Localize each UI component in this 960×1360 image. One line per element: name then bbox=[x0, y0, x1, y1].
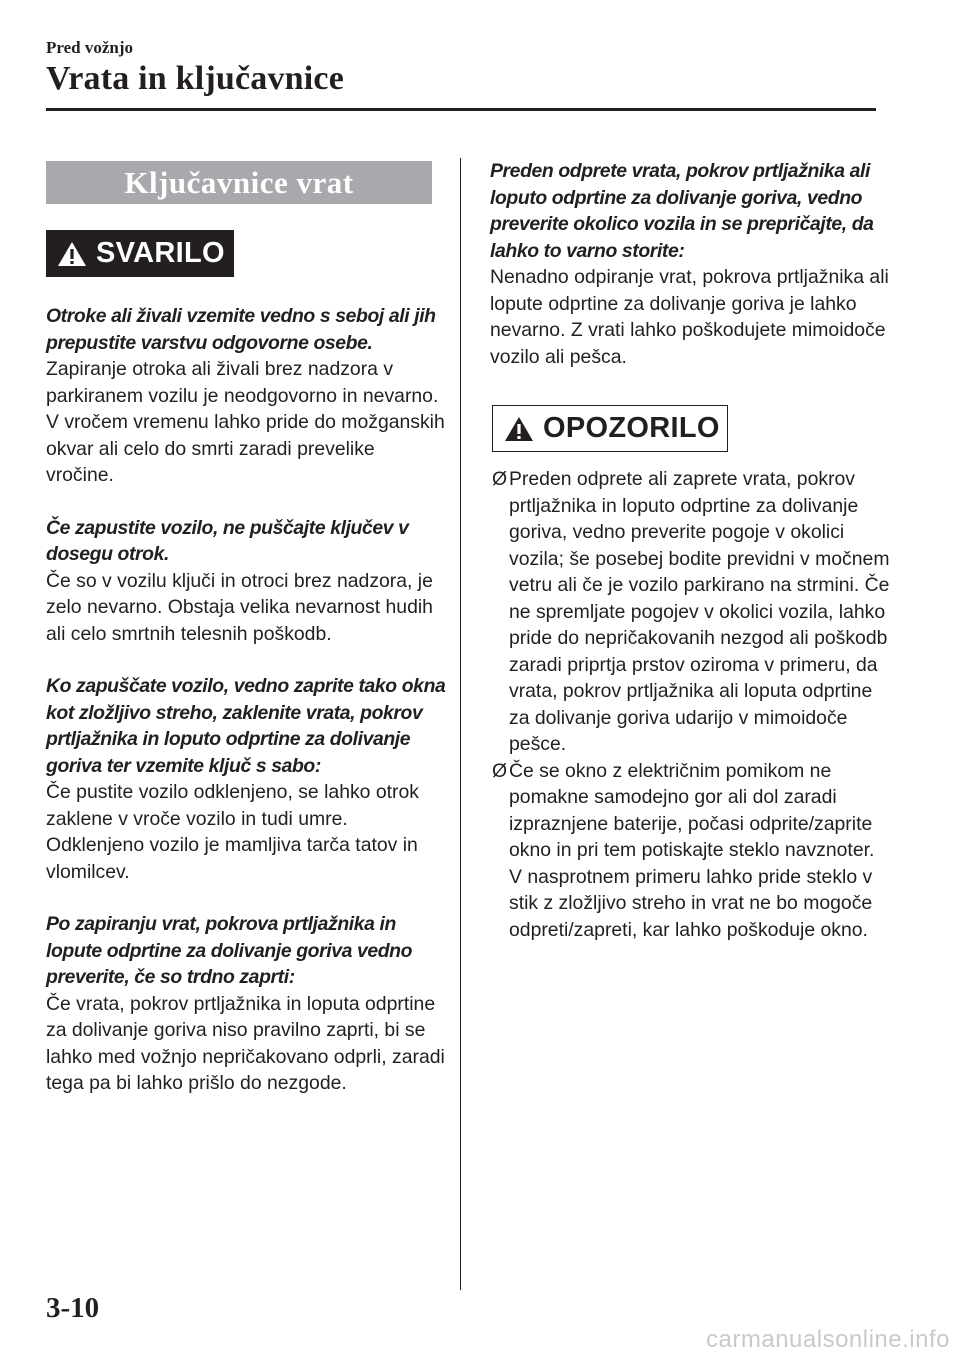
warning-body: Če pustite vozilo odklenjeno, se lahko otrok zaklene v vroče vozilo in tudi umre. Odklenjeno vozilo je mamljiva tarča tatov in vlomilcev. bbox=[46, 781, 419, 883]
column-divider bbox=[460, 158, 461, 1290]
left-column bbox=[46, 303, 446, 1097]
caution-item bbox=[492, 758, 892, 944]
warning-heading: Preden odprete vrata, pokrov prtljažnika ali loputo odprtine za dolivanje goriva, vedno preverite okolico vozila in se prepričajte, da lahko to varno storite: bbox=[490, 160, 874, 262]
page-number: 3-10 bbox=[46, 1292, 100, 1324]
warning-heading: Če zapustite vozilo, ne puščajte ključev v dosegu otrok. bbox=[46, 516, 409, 565]
section-title: Ključavnice vrat bbox=[46, 161, 432, 204]
right-column bbox=[490, 158, 890, 370]
bullet-arrow-icon: Ø bbox=[492, 759, 508, 782]
warning-triangle-icon bbox=[56, 240, 88, 268]
caution-item bbox=[492, 466, 892, 758]
bullet-arrow-icon: Ø bbox=[492, 468, 508, 490]
header-rule bbox=[46, 108, 876, 111]
caution-item-text: Če se okno z električnim pomikom ne pomakne samodejno gor ali dol zaradi izpraznjene baterije, počasi odprite/zaprite okno in pri tem potiskajte steklo navznoter. V nasprotnem primeru lahko pride steklo v stik z zložljivo streho in vrat ne bo mogoče odpreti/zapreti, kar lahko poškoduje okno. bbox=[509, 759, 875, 941]
caution-item-text: Preden odprete ali zaprete vrata, pokrov prtljažnika in loputo odprtine za dolivanje goriva, vedno preverite pogoje v okolici vozila; še posebej bodite previdni v močnem vetru ali če je vozilo parkirano na strmini. Če ne spremljate pogojev v okolici vozila, lahko pride do nepričakovanih nezgod ali poškodb zaradi priprtja prstov oziroma v primeru, da vrata, pokrov prtljažnika ali loputa odprtine za dolivanje goriva udarijo v mimoidoče pešce. bbox=[509, 468, 890, 755]
running-header-section: Pred vožnjo bbox=[46, 38, 134, 57]
warning-label-text: SVARILO bbox=[96, 237, 225, 269]
warning-body: Če vrata, pokrov prtljažnika in loputa odprtine za dolivanje goriva niso pravilno zaprti, bi se lahko med vožnjo nepričakovano odprli, zaradi tega pa bi lahko prišlo do nezgode. bbox=[46, 992, 445, 1094]
warning-heading: Otroke ali živali vzemite vedno s seboj ali jih prepustite varstvu odgovorne osebe. bbox=[46, 305, 436, 354]
caution-label-text: OPOZORILO bbox=[543, 412, 720, 444]
caution-list bbox=[492, 466, 892, 943]
warning-triangle-icon bbox=[503, 415, 535, 443]
warning-body: Nenadno odpiranje vrat, pokrova prtljažnika ali lopute odprtine za dolivanje goriva je lahko nevarno. Z vrati lahko poškodujete mimoidoče vozilo ali pešca. bbox=[490, 266, 889, 368]
watermark: carmanualsonline.info bbox=[706, 1326, 950, 1353]
warning-heading: Po zapiranju vrat, pokrova prtljažnika in lopute odprtine za dolivanje goriva vedno preverite, če so trdno zaprti: bbox=[46, 913, 413, 988]
warning-heading: Ko zapuščate vozilo, vedno zaprite tako okna kot zložljivo streho, zaklenite vrata, pokrov prtljažnika in loputo odprtine za dolivanje goriva ter vzemite ključ s sabo: bbox=[46, 675, 446, 777]
caution-label bbox=[492, 405, 728, 452]
running-header-title: Vrata in ključavnice bbox=[46, 60, 345, 97]
warning-body: Zapiranje otroka ali živali brez nadzora v parkiranem vozilu je neodgovorno in nevarno. V vročem vremenu lahko pride do možganskih okvar ali celo do smrti zaradi prevelike vročine. bbox=[46, 358, 445, 486]
warning-body: Če so v vozilu ključi in otroci brez nadzora, je zelo nevarno. Obstaja velika nevarnost hudih ali celo smrtnih telesnih poškodb. bbox=[46, 569, 433, 645]
warning-label bbox=[46, 230, 234, 277]
